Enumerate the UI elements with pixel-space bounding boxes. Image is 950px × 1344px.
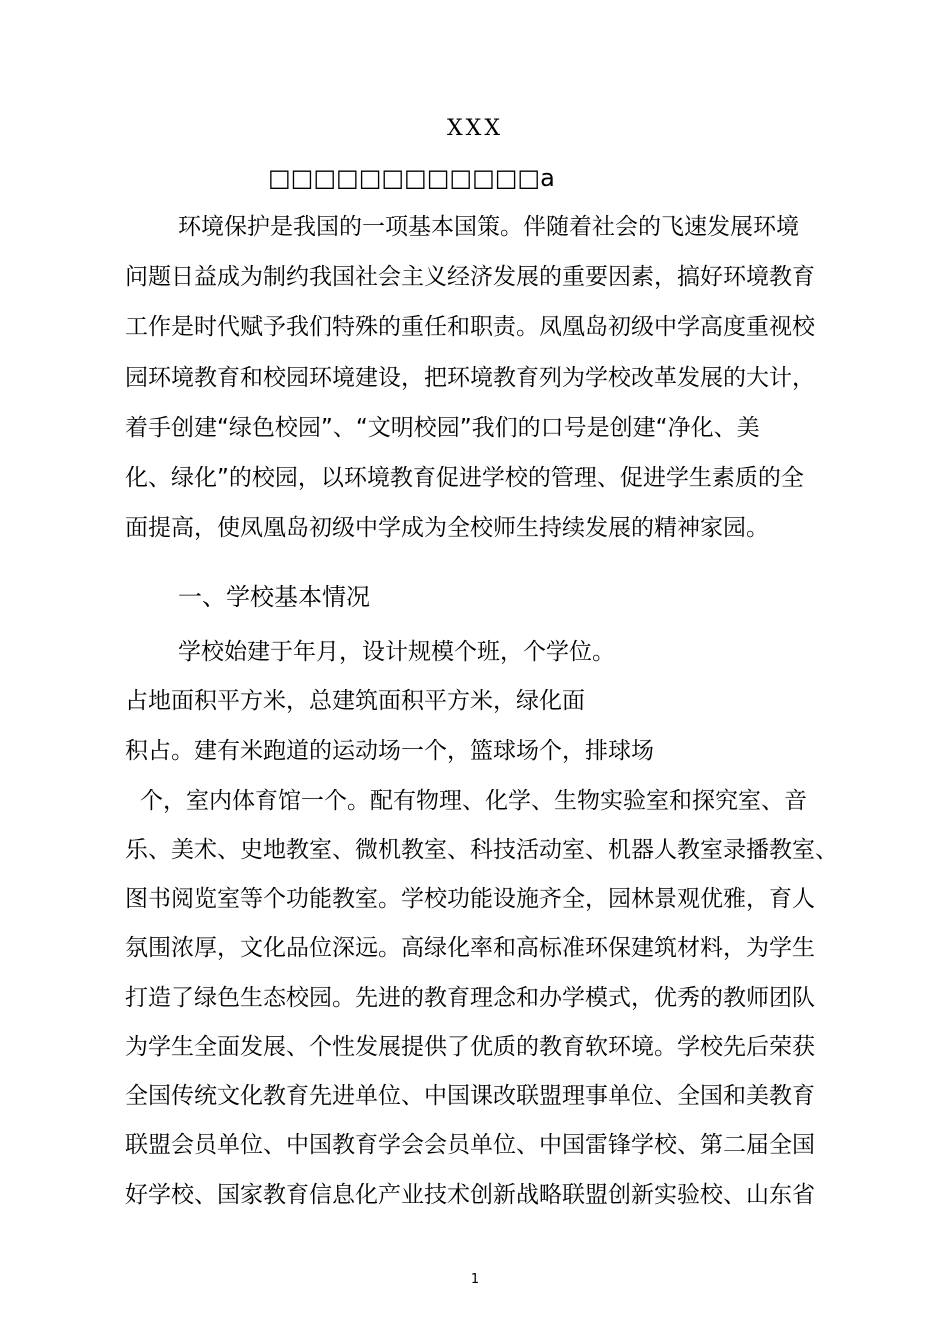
- paragraph-line: 着手创建“绿色校园”、“文明校园”我们的口号是创建“净化、美: [125, 415, 760, 441]
- paragraph-line: 占地面积平方米，总建筑面积平方米，绿化面: [125, 688, 585, 714]
- paragraph-line: 积占。建有米跑道的运动场一个，篮球场个，排球场: [125, 738, 654, 764]
- paragraph-line: 问题日益成为制约我国社会主义经济发展的重要因素，搞好环境教育: [125, 264, 815, 290]
- paragraph-line: 工作是时代赋予我们特殊的重任和职责。凤凰岛初级中学高度重视校: [125, 314, 815, 340]
- paragraph-line: 园环境教育和校园环境建设，把环境教育列为学校改革发展的大计，: [125, 365, 815, 391]
- paragraph-line: 乐、美术、史地教室、微机教室、科技活动室、机器人教室录播教室、: [125, 837, 838, 863]
- paragraph-line: 氛围浓厚，文化品位深远。高绿化率和高标准环保建筑材料，为学生: [125, 935, 815, 961]
- page-number: 1: [470, 1272, 480, 1287]
- paragraph-line: 全国传统文化教育先进单位、中国课改联盟理事单位、全国和美教育: [125, 1083, 815, 1109]
- paragraph-line: 化、绿化”的校园，以环境教育促进学校的管理、促进学生素质的全: [125, 465, 804, 491]
- paragraph-line: 联盟会员单位、中国教育学会会员单位、中国雷锋学校、第二届全国: [125, 1132, 815, 1158]
- paragraph-line: 个，室内体育馆一个。配有物理、化学、生物实验室和探究室、音: [140, 788, 807, 814]
- document-title: XXX: [447, 116, 503, 141]
- paragraph-line: 图书阅览室等个功能教室。学校功能设施齐全，园林景观优雅，育人: [125, 886, 815, 912]
- paragraph-line: 环境保护是我国的一项基本国策。伴随着社会的飞速发展环境: [178, 214, 799, 240]
- document-subtitle: □□□□□□□□□□□□a: [268, 164, 555, 192]
- paragraph-line: 好学校、国家教育信息化产业技术创新战略联盟创新实验校、山东省: [125, 1182, 815, 1208]
- paragraph-line: 打造了绿色生态校园。先进的教育理念和办学模式，优秀的教师团队: [125, 985, 815, 1011]
- paragraph-line: 学校始建于年月，设计规模个班，个学位。: [178, 639, 615, 665]
- paragraph-line: 面提高，使凤凰岛初级中学成为全校师生持续发展的精神家园。: [125, 515, 769, 541]
- section-heading: 一、学校基本情况: [178, 583, 370, 611]
- paragraph-line: 为学生全面发展、个性发展提供了优质的教育软环境。学校先后荣获: [125, 1034, 815, 1060]
